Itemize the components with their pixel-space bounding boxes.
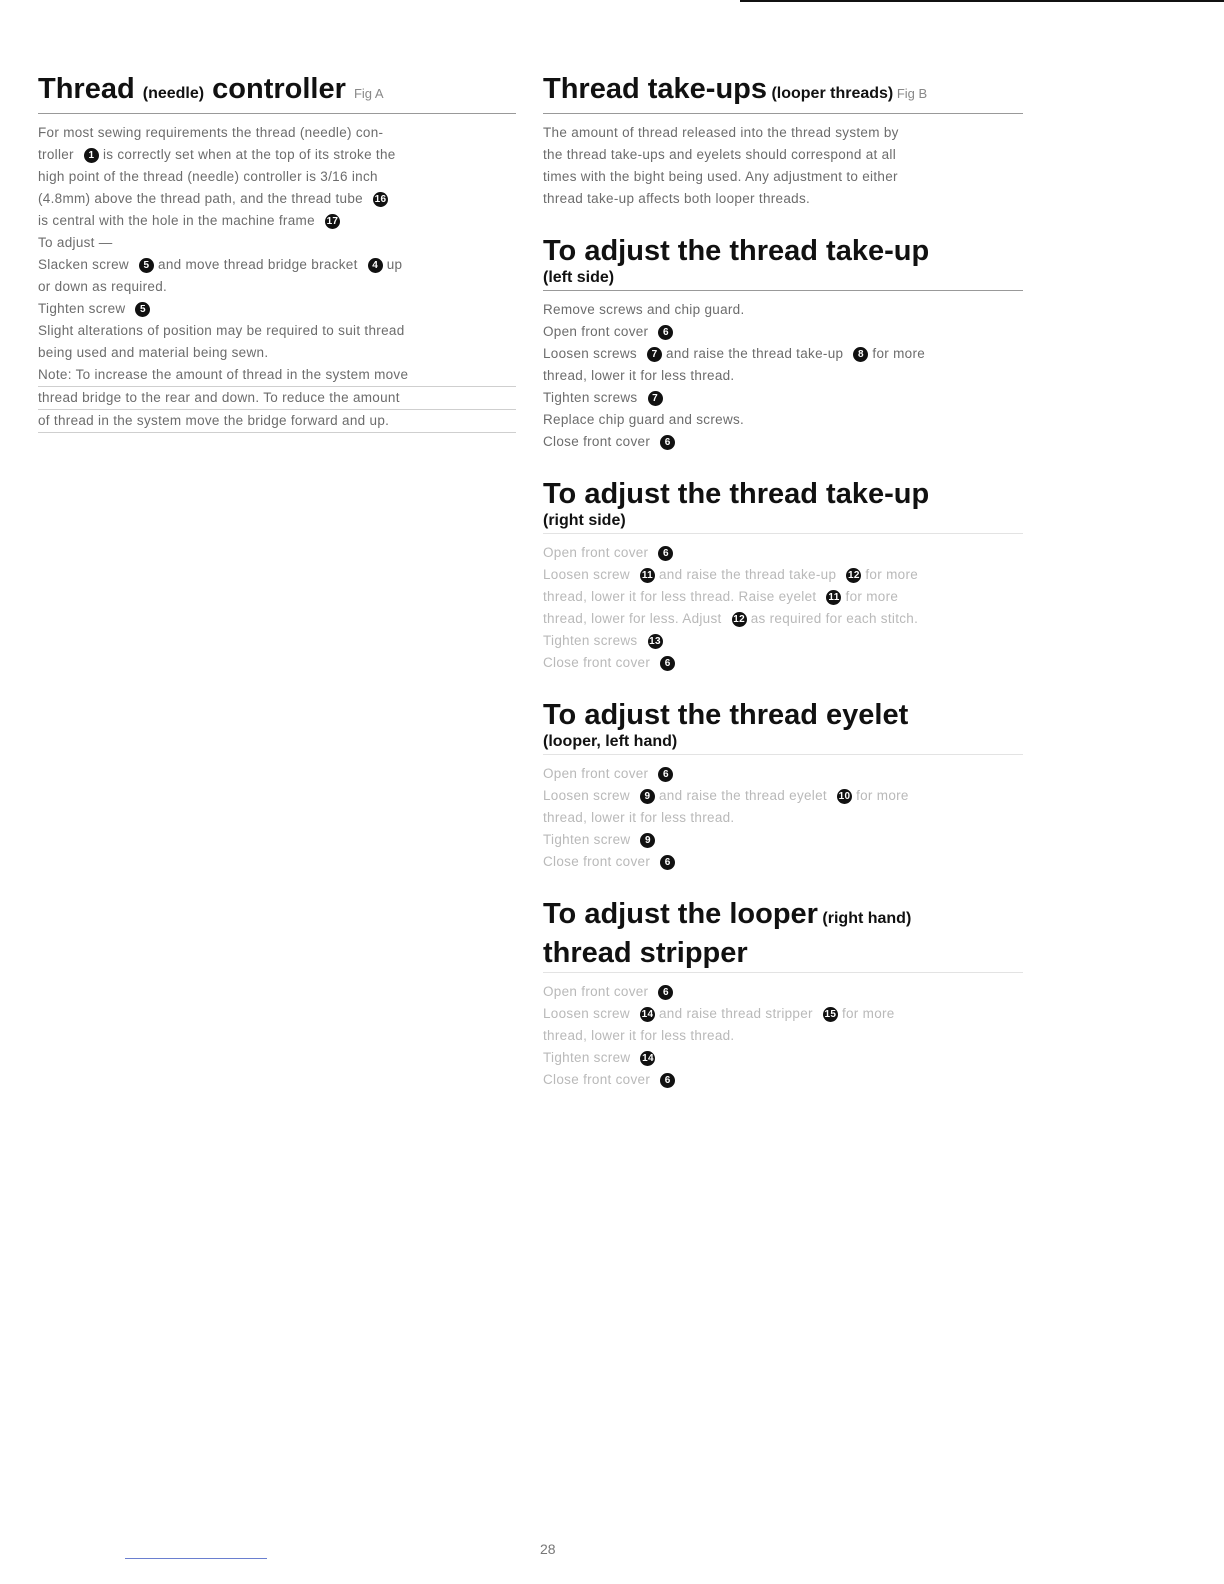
body-line bbox=[543, 829, 1023, 851]
line-text: and raise thread stripper bbox=[654, 1006, 817, 1021]
title-main: To adjust the thread take-up bbox=[543, 235, 930, 267]
line-text: Tighten screw bbox=[543, 832, 635, 847]
callout-number-7-icon: 7 bbox=[647, 347, 662, 362]
line-text: Close front cover bbox=[543, 1072, 655, 1087]
line-text: thread, lower it for less thread. bbox=[543, 368, 735, 383]
line-text: thread take-up affects both looper threads. bbox=[543, 191, 811, 206]
line-text: troller bbox=[38, 147, 78, 162]
callout-number-12-icon: 12 bbox=[847, 569, 860, 581]
callout-number-5-icon: 5 bbox=[139, 258, 154, 273]
figure-ref: Fig B bbox=[893, 86, 928, 101]
callout-number-12-icon: 12 bbox=[733, 613, 745, 625]
section-title bbox=[543, 72, 1023, 111]
body-line bbox=[38, 144, 516, 166]
line-text: Note: To increase the amount of thread in the system move bbox=[38, 367, 409, 382]
callout-number-9-icon: 9 bbox=[640, 789, 655, 804]
section-underline bbox=[543, 754, 1023, 755]
line-text: Loosen screw bbox=[543, 788, 634, 803]
line-text: Tighten screw bbox=[38, 301, 130, 316]
line-text: the thread take-ups and eyelets should correspond at all bbox=[543, 147, 897, 162]
bottom-rule bbox=[125, 1558, 267, 1559]
section-underline bbox=[543, 290, 1023, 291]
callout-number-6-icon: 6 bbox=[658, 325, 673, 340]
section-title bbox=[543, 897, 1023, 936]
body-line bbox=[543, 387, 1023, 409]
line-text: For most sewing requirements the thread (needle) con- bbox=[38, 125, 384, 140]
section-title-line2: thread stripper bbox=[543, 937, 748, 969]
callout-number-13-icon: 13 bbox=[649, 635, 661, 647]
title-underline bbox=[38, 113, 516, 114]
line-text: Close front cover bbox=[543, 434, 655, 449]
body-line bbox=[38, 320, 516, 342]
line-text: Tighten screws bbox=[543, 633, 642, 648]
callout-number-6-icon: 6 bbox=[658, 985, 673, 1000]
section-underline bbox=[543, 533, 1023, 534]
line-text: of thread in the system move the bridge forward and up. bbox=[38, 413, 390, 428]
line-text: Open front cover bbox=[543, 324, 653, 339]
section-underline bbox=[543, 113, 1023, 114]
body-line bbox=[543, 431, 1023, 453]
callout-number-6-icon: 6 bbox=[660, 1073, 675, 1088]
instruction-section bbox=[543, 477, 1023, 674]
page-number: 28 bbox=[540, 1541, 556, 1557]
body-line bbox=[543, 785, 1023, 807]
line-text: thread, lower for less. Adjust bbox=[543, 611, 726, 626]
line-text: for more bbox=[852, 788, 909, 803]
callout-number-14-icon: 14 bbox=[642, 1052, 654, 1064]
body-line bbox=[543, 586, 1023, 608]
body-line bbox=[38, 276, 516, 298]
section-subtitle: (right side) bbox=[543, 512, 626, 529]
line-text: thread, lower it for less thread. bbox=[543, 1028, 735, 1043]
line-text: as required for each stitch. bbox=[746, 611, 919, 626]
line-text: Loosen screws bbox=[543, 346, 641, 361]
line-text: for more bbox=[837, 1006, 895, 1021]
instruction-section bbox=[543, 698, 1023, 873]
line-text: Tighten screws bbox=[543, 390, 642, 405]
right-column bbox=[543, 72, 1023, 1091]
line-text: The amount of thread released into the thread system by bbox=[543, 125, 899, 140]
line-text: high point of the thread (needle) controller is 3/16 inch bbox=[38, 169, 378, 184]
body-line bbox=[543, 365, 1023, 387]
line-text: Slacken screw bbox=[38, 257, 133, 272]
instruction-section bbox=[543, 897, 1023, 1091]
title-main: To adjust the thread take-up bbox=[543, 478, 930, 510]
body-line bbox=[38, 210, 516, 232]
section-underline bbox=[543, 972, 1023, 973]
title-main: Thread take-ups bbox=[543, 73, 767, 105]
body-line bbox=[543, 851, 1023, 873]
callout-number-6-icon: 6 bbox=[660, 656, 675, 671]
line-text: Close front cover bbox=[543, 655, 655, 670]
body-line bbox=[38, 410, 516, 433]
body-line bbox=[543, 807, 1023, 829]
body-line bbox=[38, 364, 516, 387]
body-line bbox=[543, 1025, 1023, 1047]
body-line bbox=[543, 608, 1023, 630]
body-line bbox=[38, 188, 516, 210]
line-text: for more bbox=[841, 589, 899, 604]
top-rule bbox=[740, 0, 1224, 2]
line-text: thread, lower it for less thread. bbox=[543, 810, 735, 825]
line-text: and move thread bridge bracket bbox=[153, 257, 362, 272]
line-text: is central with the hole in the machine frame bbox=[38, 213, 319, 228]
body-line bbox=[543, 1047, 1023, 1069]
line-text: Close front cover bbox=[543, 854, 655, 869]
title-small: (looper threads) bbox=[767, 85, 894, 102]
title-main: To adjust the thread eyelet bbox=[543, 699, 909, 731]
line-text: is correctly set when at the top of its stroke the bbox=[98, 147, 396, 162]
body-line bbox=[543, 542, 1023, 564]
section-title bbox=[543, 698, 1023, 732]
callout-number-16-icon: 16 bbox=[374, 193, 387, 205]
title-main2: controller bbox=[212, 73, 346, 105]
instruction-section bbox=[543, 72, 1023, 210]
line-text: Remove screws and chip guard. bbox=[543, 302, 745, 317]
line-text: Tighten screw bbox=[543, 1050, 635, 1065]
title-main: Thread bbox=[38, 73, 135, 105]
body-line bbox=[543, 652, 1023, 674]
body-line bbox=[38, 122, 516, 144]
line-text: and raise the thread take-up bbox=[654, 567, 841, 582]
body-line bbox=[543, 564, 1023, 586]
body-line bbox=[543, 1069, 1023, 1091]
left-column bbox=[38, 72, 516, 433]
callout-number-6-icon: 6 bbox=[658, 767, 673, 782]
body-line bbox=[38, 342, 516, 364]
callout-number-11-icon: 11 bbox=[641, 569, 654, 581]
callout-number-15-icon: 15 bbox=[824, 1008, 837, 1020]
callout-number-8-icon: 8 bbox=[853, 347, 868, 362]
body-line bbox=[543, 1003, 1023, 1025]
body-line bbox=[38, 166, 516, 188]
line-text: being used and material being sewn. bbox=[38, 345, 269, 360]
line-text: or down as required. bbox=[38, 279, 168, 294]
body-line bbox=[543, 188, 1023, 210]
section-title-thread-controller bbox=[38, 72, 516, 111]
callout-number-17-icon: 17 bbox=[326, 215, 339, 227]
callout-number-5-icon: 5 bbox=[135, 302, 150, 317]
section-title bbox=[543, 234, 1023, 268]
body-line bbox=[543, 763, 1023, 785]
line-text: and raise the thread eyelet bbox=[654, 788, 832, 803]
title-small: (needle) bbox=[142, 85, 205, 102]
body-line bbox=[543, 299, 1023, 321]
line-text: for more bbox=[861, 567, 919, 582]
line-text: Open front cover bbox=[543, 545, 653, 560]
body-line bbox=[543, 981, 1023, 1003]
callout-number-10-icon: 10 bbox=[838, 790, 851, 802]
line-text: (4.8mm) above the thread path, and the thread tube bbox=[38, 191, 368, 206]
callout-number-4-icon: 4 bbox=[368, 258, 383, 273]
callout-number-6-icon: 6 bbox=[660, 855, 675, 870]
title-small: (right hand) bbox=[817, 910, 912, 927]
section-subtitle: (left side) bbox=[543, 269, 615, 286]
body-line bbox=[38, 232, 516, 254]
body-line bbox=[543, 166, 1023, 188]
section-title bbox=[543, 477, 1023, 511]
line-text: for more bbox=[868, 346, 926, 361]
callout-number-6-icon: 6 bbox=[658, 546, 673, 561]
line-text: thread, lower it for less thread. Raise eyelet bbox=[543, 589, 821, 604]
body-line bbox=[38, 387, 516, 410]
line-text: and raise the thread take-up bbox=[662, 346, 848, 361]
callout-number-6-icon: 6 bbox=[660, 435, 675, 450]
line-text: up bbox=[382, 257, 403, 272]
line-text: To adjust — bbox=[38, 235, 113, 250]
body-line bbox=[38, 298, 516, 320]
body-line bbox=[543, 144, 1023, 166]
body-line bbox=[543, 122, 1023, 144]
line-text: times with the bight being used. Any adjustment to either bbox=[543, 169, 898, 184]
body-line bbox=[543, 409, 1023, 431]
line-text: Loosen screw bbox=[543, 567, 634, 582]
left-body bbox=[38, 122, 516, 433]
body-line bbox=[543, 630, 1023, 652]
body-line bbox=[543, 343, 1023, 365]
callout-number-14-icon: 14 bbox=[641, 1008, 654, 1020]
body-line bbox=[38, 254, 516, 276]
title-main: To adjust the looper bbox=[543, 898, 818, 930]
line-text: Open front cover bbox=[543, 766, 653, 781]
line-text: Slight alterations of position may be required to suit thread bbox=[38, 323, 405, 338]
callout-number-7-icon: 7 bbox=[648, 391, 663, 406]
line-text: thread bridge to the rear and down. To reduce the amount bbox=[38, 390, 400, 405]
line-text: Open front cover bbox=[543, 984, 653, 999]
callout-number-11-icon: 11 bbox=[828, 591, 840, 603]
body-line bbox=[543, 321, 1023, 343]
line-text: Loosen screw bbox=[543, 1006, 634, 1021]
callout-number-1-icon: 1 bbox=[84, 148, 99, 163]
line-text: Replace chip guard and screws. bbox=[543, 412, 745, 427]
callout-number-9-icon: 9 bbox=[640, 833, 655, 848]
instruction-section bbox=[543, 234, 1023, 453]
figure-ref: Fig A bbox=[353, 86, 384, 101]
section-subtitle: (looper, left hand) bbox=[543, 733, 678, 750]
